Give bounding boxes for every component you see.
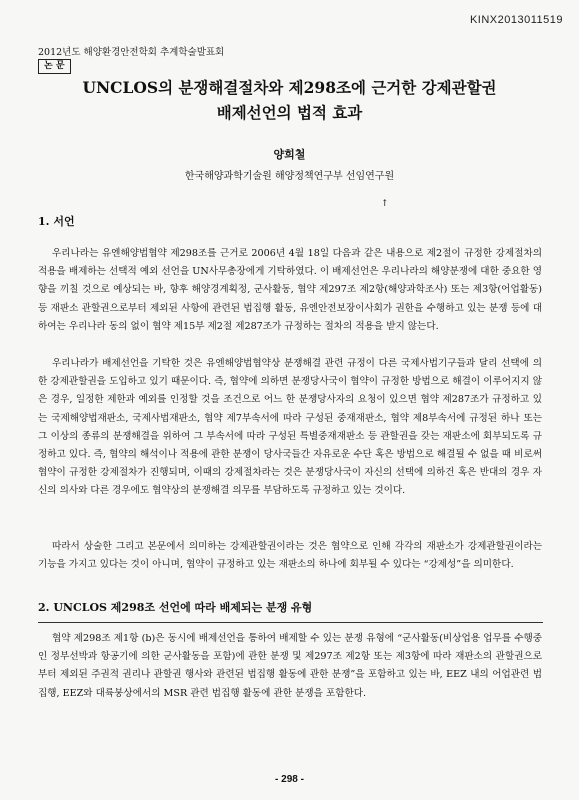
handwritten-mark: ↑ — [381, 199, 389, 209]
document-id: KINX2013011519 — [469, 14, 563, 26]
section-1-paragraph-1 — [38, 245, 542, 336]
conference-header: 2012년도 해양환경안전학회 추계학술발표회 — [38, 47, 225, 58]
paragraph-text: 우리나라는 유엔해양법협약 제298조를 근거로 2006년 4월 18일 다음과 같은 내용으로 제2절이 규정한 강제절차의 적용을 배제하는 선택적 예외 선언을 UN사무총장에게 기탁하였다. 이 배제선언은 우리나라의 해양분쟁에 대한 중요한 영향을 끼칠 것으로 예상되는 바, 향후 해양경계획정, 군사활동, 협약 제297조 제2항(해양과학조사) 또는 제3항(어업활동) 등 재판소 관할권으로부터 제외된 사항에 관련된 법집행 활동, 유엔안전보장이사회가 권한을 수행하고 있는 분쟁 등에 대하여는 우리나라 동의 없이 협약 제15부 제2절 제287조가 규정하는 절차의 적용을 받지 않는다. — [38, 248, 543, 332]
author-name: 양희철 — [273, 148, 306, 161]
section-divider — [38, 622, 543, 623]
section-1-paragraph-2 — [38, 355, 542, 501]
page-number: - 298 - — [275, 774, 304, 785]
paragraph-text: 우리나라가 배제선언을 기탁한 것은 유엔해양법협약상 분쟁해결 관련 규정이 다른 국제사법기구들과 달리 선택에 의한 강제관할권을 도입하고 있기 때문이다. 즉, 협약에 의하면 분쟁당사국이 협약이 규정한 방법으로 해결이 이루어지지 않은 경우, 일정한 제한과 예외를 인정할 것을 조건으로 어느 한 분쟁당사자의 요청이 있으면 협약 제287조가 규정하고 있는 국제해양법재판소, 국제사법재판소, 협약 제7부속서에 따라 구성된 중재재판소, 협약 제8부속서에 규정된 하나 또는 그 이상의 종류의 분쟁해결을 위하여 그 부속서에 따라 구성된 특별중재재판소 등 관할권을 갖는 재판소에 회부되도록 규정하고 있다. 즉, 협약의 해석이나 적용에 관한 분쟁이 당사국들간 자유로운 수단 혹은 방법으로 해결될 수 없을 때 비로써 협약이 규정한 강제절차가 진행되며, 이때의 강제절차라는 것은 분쟁당사국이 자신의 선택에 의하건 혹은 반대의 경우 자신의 의사와 다른 경우에도 협약상의 분쟁해결 의무를 부담하도록 규정하고 있는 것이다. — [38, 358, 542, 497]
paper-title-line-2: 배제선언의 법적 효과 — [216, 103, 363, 122]
section-2-heading: 2. UNCLOS 제298조 선언에 따라 배제되는 분쟁 유형 — [38, 601, 313, 614]
section-1-heading: 1. 서언 — [38, 215, 75, 228]
section-1-paragraph-3 — [38, 538, 542, 574]
section-2-paragraph-1 — [38, 630, 542, 703]
paper-title-line-1: UNCLOS의 분쟁해결절차와 제298조에 근거한 강제관할권 — [82, 78, 497, 97]
paragraph-text: 협약 제298조 제1항 (b)은 동시에 배제선언을 통하여 배제할 수 있는 분쟁 유형에 “군사활동(비상업용 업무를 수행중인 정부선박과 항공기에 의한 군사활동을 포함)에 관한 분쟁 및 제297조 제2항 또는 제3항에 따라 재판소의 관할권으로부터 제외된 주권적 권리나 관할권 행사와 관련된 법집행 활동에 관한 분쟁”을 포함하고 있는 바, EEZ 내의 어업관련 법집행, EEZ와 대륙붕상에서의 MSR 관련 법집행 활동에 관한 분쟁을 포함한다. — [38, 633, 542, 699]
article-type-badge: 논 문 — [38, 59, 71, 74]
paragraph-text: 따라서 상술한 그리고 본문에서 의미하는 강제관할권이라는 것은 협약으로 인해 각각의 재판소가 강제관할권이라는 기능을 가지고 있다는 것이 아니며, 협약이 규정하고 있는 재판소의 하나에 회부될 수 있다는 “강제성”을 의미한다. — [38, 541, 542, 571]
author-affiliation: 한국해양과학기술원 해양정책연구부 선임연구원 — [184, 171, 395, 182]
